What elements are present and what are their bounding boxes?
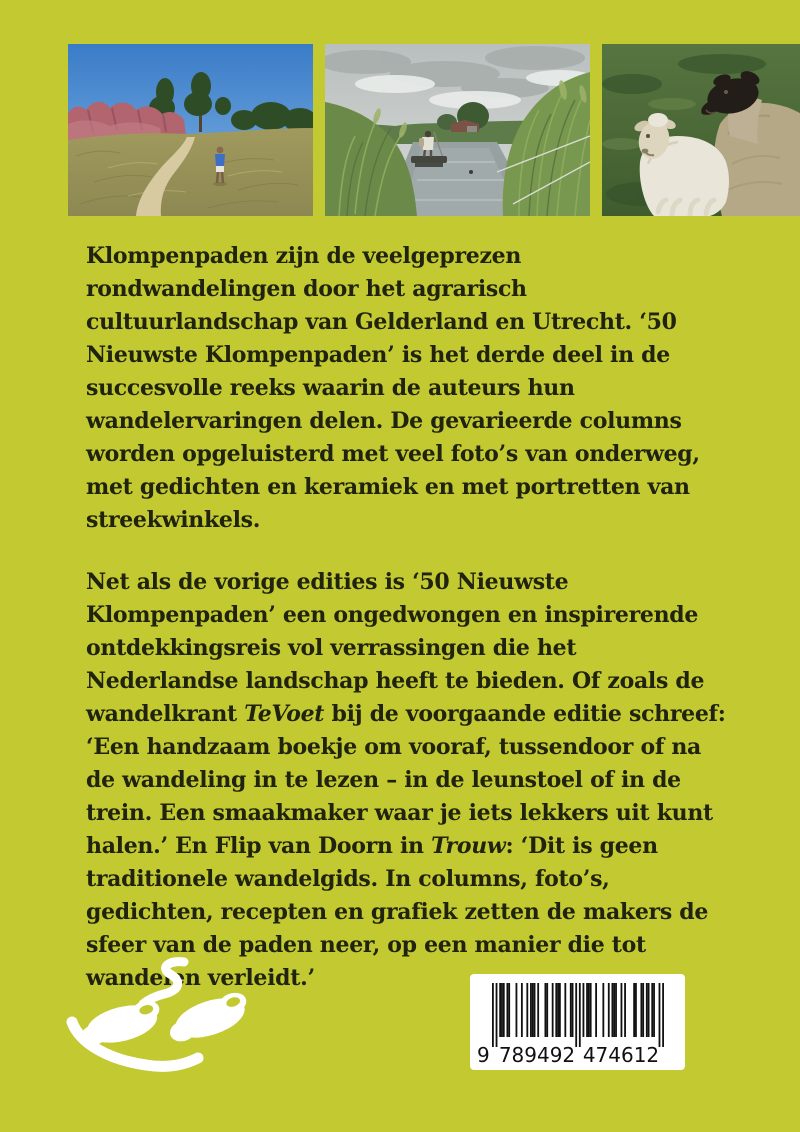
blurb-paragraph-2: Net als de vorige edities is ‘50 Nieuwste Klompenpaden’ een ongedwongen en inspirerende ontdekkingsreis vol verrassingen die het Nederlandse landschap heeft te bieden. Of zoals de wandelkrant TeVoet bij de voorgaande editie schreef: ‘Een handzaam boekje om vooraf, tussendoor of na de wandeling in te lezen – in de leunstoel of in de trein. Een smaakmaker waar je iets lekkers uit kunt halen.’ En Flip van Doorn in Trouw: ‘Dit is geen traditionele wandelgids. In columns, foto’s, gedichten, recepten en grafiek zetten de makers de sfeer van de paden neer, op een manier die tot wandelen verleidt.’ (86, 569, 726, 991)
barcode-bars (492, 983, 664, 1047)
klompenpaden-logo (60, 948, 260, 1078)
blurb-text (86, 240, 727, 995)
photo-reed-ferry (325, 44, 590, 216)
photo-heath-path (68, 44, 313, 216)
barcode-digits-left: 789492 (498, 1043, 576, 1067)
klompen-clogs-with-path-icon (60, 948, 260, 1078)
path-squiggle-top (143, 962, 184, 1004)
barcode-digit-first: 9 (477, 1043, 490, 1067)
sheep-illustration (602, 44, 800, 216)
reed-ferry-illustration (325, 44, 590, 216)
isbn-barcode (470, 974, 685, 1070)
photo-sheep (602, 44, 800, 216)
right-clog (164, 989, 253, 1047)
blurb-paragraph-1: Klompenpaden zijn de veelgeprezen rondwandelingen door het agrarisch cultuurlandschap van Gelderland en Utrecht. ‘50 Nieuwste Klompenpaden’ is het derde deel in de succesvolle reeks waarin de auteurs hun wandelervaringen delen. De gevarieerde columns worden opgeluisterd met veel foto’s van onderweg, met gedichten en keramiek en met portretten van streekwinkels. (86, 243, 700, 533)
heath-path-illustration (68, 44, 313, 216)
barcode-digits-right: 474612 (582, 1043, 660, 1067)
